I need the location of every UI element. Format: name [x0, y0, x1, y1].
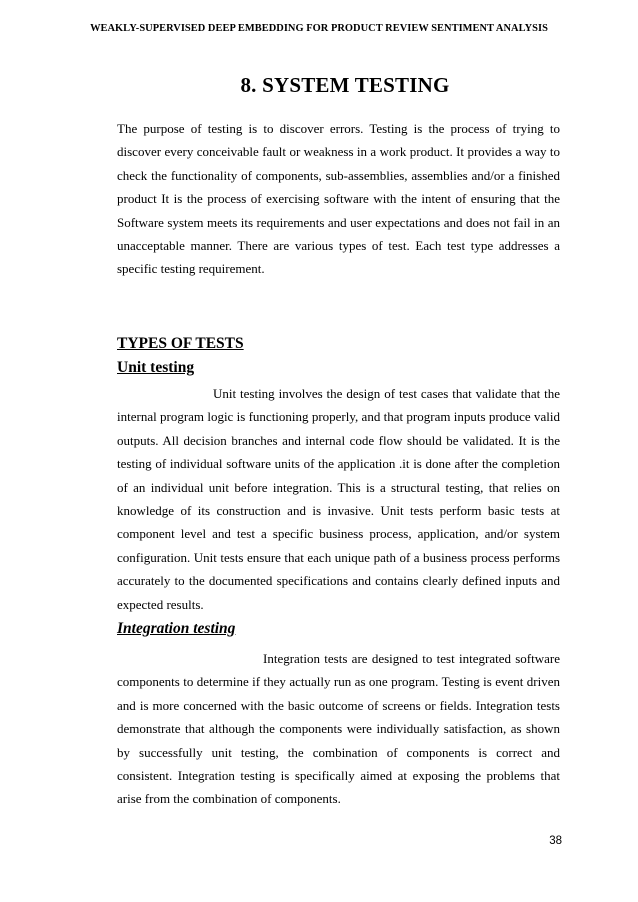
subsection-heading-unit-testing: Unit testing: [117, 359, 195, 376]
integration-testing-paragraph: Integration tests are designed to test integrated software components to determine if they actually run as one program. Testing is event driven and is more concerned with the basic outcome of screens or fields. Integration tests demonstrate that although the components were individually satisfaction, as shown by successfully unit testing, the combination of components is correct and consistent. Integration testing is specifically aimed at exposing the problems that arise from the combination of components.: [117, 651, 560, 807]
section-heading-types-of-tests: TYPES OF TESTS: [117, 335, 244, 352]
running-header: WEAKLY-SUPERVISED DEEP EMBEDDING FOR PRODUCT REVIEW SENTIMENT ANALYSIS: [90, 23, 548, 34]
intro-paragraph: The purpose of testing is to discover errors. Testing is the process of trying to discover every conceivable fault or weakness in a work product. It provides a way to check the functionality of components, sub-assemblies, assemblies and/or a finished product It is the process of exercising software with the intent of ensuring that the Software system meets its requirements and user expectations and does not fail in an unacceptable manner. There are various types of test. Each test type addresses a specific testing requirement.: [117, 121, 560, 277]
subsection-heading-integration-testing: Integration testing: [117, 620, 236, 637]
chapter-title: 8. SYSTEM TESTING: [240, 73, 450, 97]
unit-testing-paragraph: Unit testing involves the design of test cases that validate that the internal program logic is functioning properly, and that program inputs produce valid outputs. All decision branches and internal code flow should be validated. It is the testing of individual software units of the application .it is done after the completion of an individual unit before integration. This is a structural testing, that relies on knowledge of its construction and is invasive. Unit tests perform basic tests at component level and test a specific business process, application, and/or system configuration. Unit tests ensure that each unique path of a business process performs accurately to the documented specifications and contains clearly defined inputs and expected results.: [117, 386, 560, 612]
page-number: 38: [549, 835, 562, 847]
